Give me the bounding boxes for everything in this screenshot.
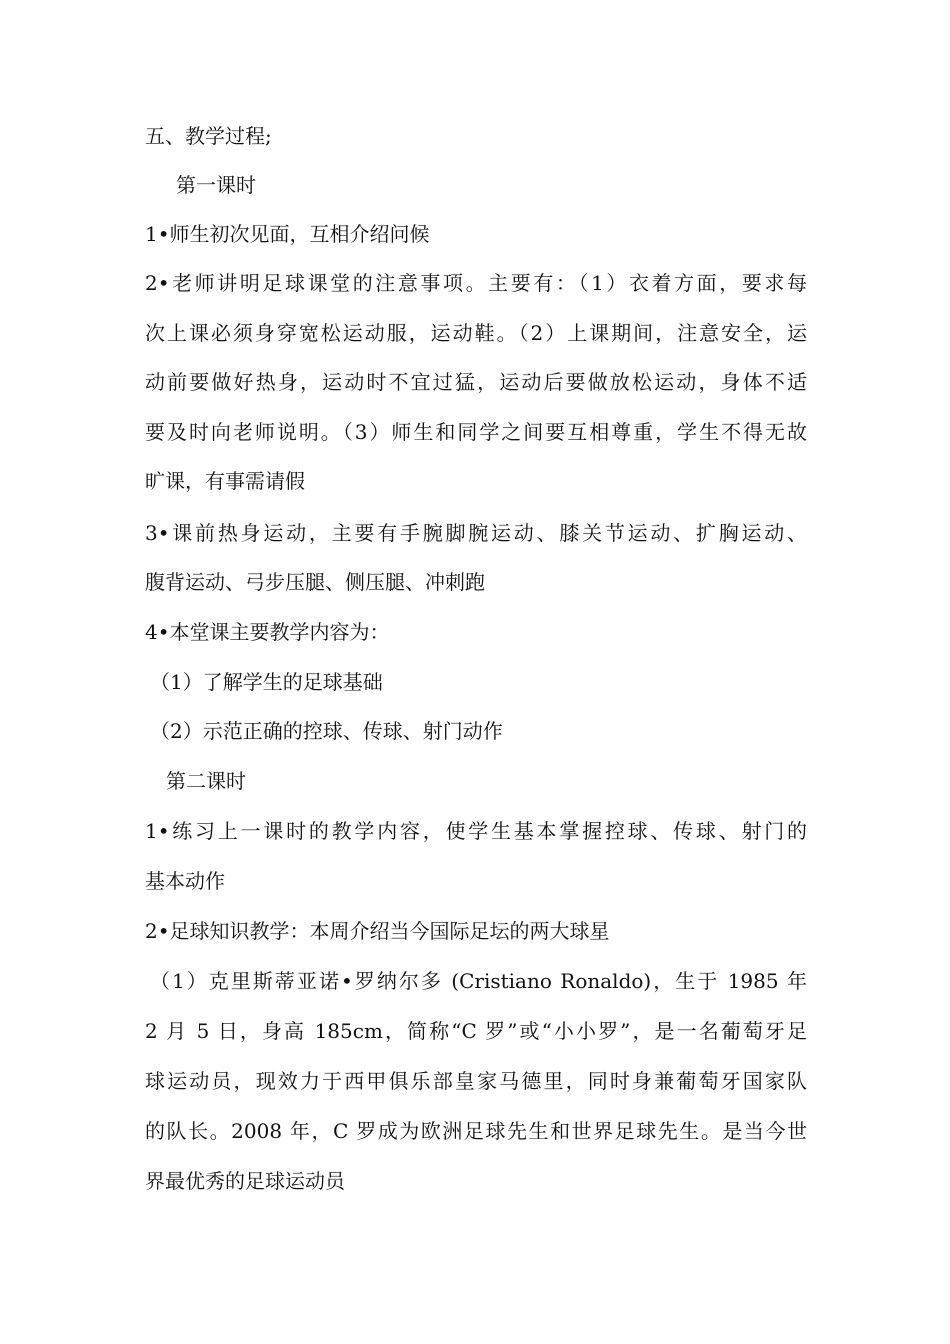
paragraph-line: 2•足球知识教学：本周介绍当今国际足坛的两大球星 [145,919,610,943]
paragraph-line: 3•课前热身运动，主要有手腕脚腕运动、膝关节运动、扩胸运动、 [145,521,807,545]
paragraph-line: 基本动作 [145,869,225,893]
list-item: （2）示范正确的控球、传球、射门动作 [150,719,503,743]
paragraph-line: 腹背运动、弓步压腿、侧压腿、冲刺跑 [145,570,485,594]
paragraph-line: 要及时向老师说明。（3）师生和同学之间要互相尊重，学生不得无故 [145,420,807,444]
paragraph-line: 1•师生初次见面，互相介绍问候 [145,222,430,246]
paragraph-line: 4•本堂课主要教学内容为： [145,620,390,644]
paragraph-line: 次上课必须身穿宽松运动服，运动鞋。（2）上课期间，注意安全，运 [145,321,807,345]
paragraph-line: 2 月 5 日，身高 185cm，简称“C 罗”或“小小罗”，是一名葡萄牙足 [145,1019,807,1043]
paragraph-line: （1）克里斯蒂亚诺•罗纳尔多 (Cristiano Ronaldo)，生于 1985 年 [150,969,807,993]
paragraph-line: 1•练习上一课时的教学内容，使学生基本掌握控球、传球、射门的 [145,819,807,843]
lesson-heading-2: 第二课时 [166,769,246,793]
paragraph-line: 界最优秀的足球运动员 [145,1169,345,1193]
paragraph-line: 的队长。2008 年，C 罗成为欧洲足球先生和世界足球先生。是当今世 [145,1119,807,1143]
section-heading: 五、教学过程; [145,124,272,148]
paragraph-line: 动前要做好热身，运动时不宜过猛，运动后要做放松运动，身体不适 [145,370,807,394]
paragraph-line: 2•老师讲明足球课堂的注意事项。主要有：（1）衣着方面，要求每 [145,271,807,295]
paragraph-line: 旷课，有事需请假 [145,469,305,493]
lesson-heading-1: 第一课时 [176,173,256,197]
paragraph-line: 球运动员，现效力于西甲俱乐部皇家马德里，同时身兼葡萄牙国家队 [145,1069,807,1093]
list-item: （1）了解学生的足球基础 [150,670,383,694]
